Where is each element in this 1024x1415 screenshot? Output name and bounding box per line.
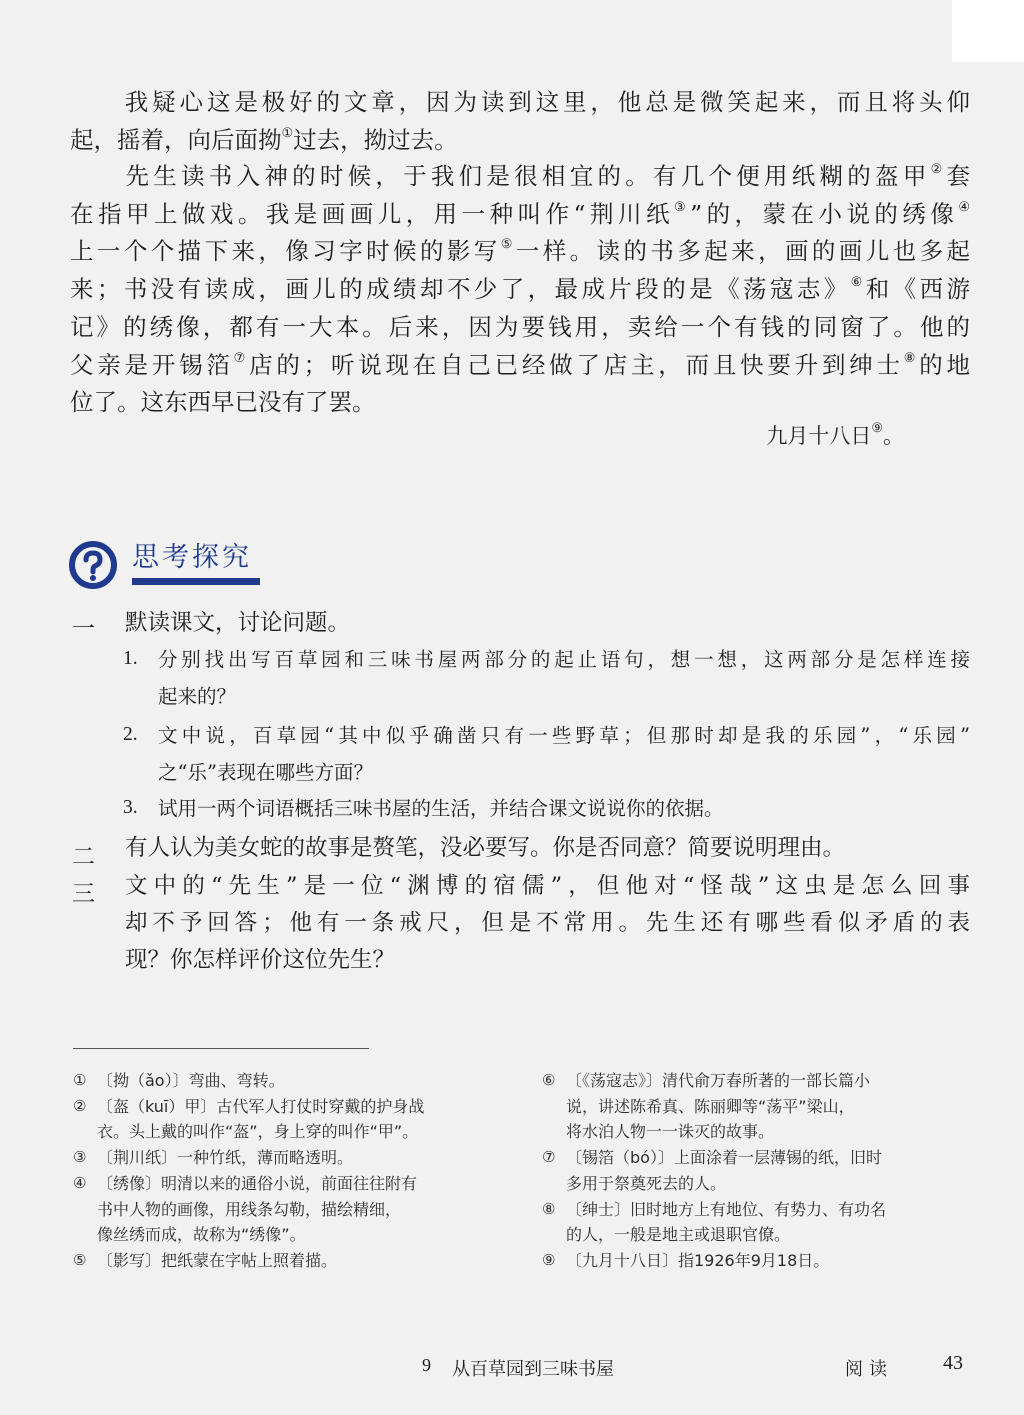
footnote-ref[interactable]: ⑨ bbox=[871, 421, 883, 436]
sub-question-text bbox=[158, 790, 970, 827]
footnote-marker: ⑥ bbox=[542, 1071, 556, 1089]
footnote-ref[interactable]: ⑤ bbox=[500, 237, 516, 253]
text-line: 先生读书入神的时候，于我们是很相宜的。有几个便用纸糊的盔甲②套 bbox=[70, 162, 971, 190]
exercise-text: 默读课文，讨论问题。 bbox=[125, 610, 351, 636]
exercise-number: 三 bbox=[72, 881, 95, 907]
exercise-number: 二 bbox=[72, 844, 95, 870]
footnote-item bbox=[73, 1145, 513, 1171]
section-underline bbox=[132, 578, 260, 585]
footnote-line: 书中人物的画像，用线条勾勒，描绘精细， bbox=[97, 1199, 402, 1219]
sub-question-number: 2. bbox=[123, 724, 138, 745]
footnote-line: 的人，一般是地主或退职官僚。 bbox=[566, 1225, 791, 1245]
footnote-item bbox=[542, 1248, 982, 1274]
text-line: 上一个个描下来，像习字时候的影写⑤一样。读的书多起来，画的画儿也多起 bbox=[70, 237, 971, 266]
footnote-marker: ⑦ bbox=[542, 1148, 556, 1167]
footnote-marker: ⑨ bbox=[542, 1250, 556, 1269]
footnote-line: 〔拗（ǎo）〕弯曲、弯转。 bbox=[97, 1071, 285, 1090]
body-paragraph-1 bbox=[70, 84, 970, 159]
footnote-item bbox=[542, 1068, 982, 1145]
footnote-item bbox=[73, 1248, 513, 1274]
question-circle-icon bbox=[68, 540, 118, 590]
footnote-line: 〔影写〕把纸蒙在字帖上照着描。 bbox=[97, 1250, 338, 1270]
footer-lesson-number: 9 bbox=[422, 1355, 431, 1375]
footnote-item bbox=[73, 1068, 513, 1094]
footnotes-left bbox=[73, 1068, 513, 1274]
text-line: 文中说，百草园“其中似乎确凿只有一些野草；但那时却是我的乐园”，“乐园” bbox=[158, 724, 970, 747]
body-paragraph-2 bbox=[70, 158, 970, 422]
footnote-item bbox=[73, 1094, 513, 1145]
footnote-line: 〔绅士〕旧时地方上有地位、有势力、有功名 bbox=[566, 1199, 887, 1219]
footnote-line: 〔荆川纸〕一种竹纸，薄而略透明。 bbox=[97, 1148, 354, 1168]
footnote-line: 〔绣像〕明清以来的通俗小说，前面往往附有 bbox=[97, 1173, 418, 1193]
text-line: 试用一两个词语概括三味书屋的生活，并结合课文说说你的依据。 bbox=[158, 797, 724, 820]
footnote-ref[interactable]: ④ bbox=[958, 199, 971, 215]
footnote-line: 像丝绣而成，故称为“绣像”。 bbox=[97, 1225, 306, 1245]
footnote-ref[interactable]: ⑥ bbox=[850, 275, 866, 291]
footnote-line: 〔盔（kuī）甲〕古代军人打仗时穿戴的护身战 bbox=[97, 1096, 425, 1116]
text-line: 位了。这东西早已没有了罢。 bbox=[70, 388, 376, 417]
exercise-text bbox=[125, 868, 970, 979]
corner-blank bbox=[952, 0, 1024, 62]
date-line bbox=[766, 420, 904, 450]
footnote-ref[interactable]: ② bbox=[930, 162, 947, 177]
sub-question-text bbox=[158, 717, 970, 791]
exercise-text bbox=[125, 830, 970, 867]
text-line: 却不予回答；他有一条戒尺，但是不常用。先生还有哪些看似矛盾的表 bbox=[125, 910, 970, 936]
footnote-ref[interactable]: ① bbox=[281, 125, 294, 141]
text-line: 记》的绣像，都有一大本。后来，因为要钱用，卖给一个有钱的同窗了。他的 bbox=[70, 312, 970, 341]
date-text: 九月十八日⑨。 bbox=[766, 421, 904, 448]
footnote-marker: ③ bbox=[73, 1148, 87, 1167]
text-line: 有人认为美女蛇的故事是赘笔，没必要写。你是否同意？简要说明理由。 bbox=[125, 835, 846, 861]
text-line: 我疑心这是极好的文章，因为读到这里，他总是微笑起来，而且将头仰 bbox=[70, 88, 970, 116]
sub-question-text bbox=[158, 641, 970, 715]
text-line: 之“乐”表现在哪些方面？ bbox=[158, 761, 373, 784]
footnote-line: 将水泊人物一一诛灭的故事。 bbox=[566, 1122, 775, 1142]
footer-lesson-title: 从百草园到三味书屋 bbox=[452, 1359, 614, 1380]
footnote-line: 〔九月十八日〕指1926年9月18日。 bbox=[566, 1250, 830, 1270]
text-line: 现？你怎样评价这位先生？ bbox=[125, 947, 396, 973]
footnote-item bbox=[542, 1145, 982, 1196]
text-line: 文中的“先生”是一位“渊博的宿儒”，但他对“怪哉”这虫是怎么回事 bbox=[125, 873, 970, 899]
page-number: 43 bbox=[943, 1352, 963, 1374]
footnote-item bbox=[73, 1171, 513, 1248]
footnotes-right bbox=[542, 1068, 982, 1274]
footnote-line: 衣。头上戴的叫作“盔”，身上穿的叫作“甲”。 bbox=[97, 1122, 419, 1142]
footnote-line: 〔锡箔（bó）〕上面涂着一层薄锡的纸，旧时 bbox=[566, 1148, 882, 1168]
text-line: 在指甲上做戏。我是画画儿，用一种叫作“荆川纸③”的，蒙在小说的绣像④ bbox=[70, 199, 971, 228]
footnote-ref[interactable]: ⑦ bbox=[233, 350, 250, 366]
footnote-marker: ④ bbox=[73, 1173, 87, 1192]
footnote-rule bbox=[73, 1048, 369, 1049]
footnote-marker: ① bbox=[73, 1071, 87, 1089]
footnote-item bbox=[542, 1197, 982, 1248]
footnote-line: 多用于祭奠死去的人。 bbox=[566, 1173, 727, 1193]
text-line: 来；书没有读成，画儿的成绩却不少了，最成片段的是《荡寇志》⑥和《西游 bbox=[70, 275, 971, 304]
exercise-number: 一 bbox=[72, 616, 95, 642]
text-line: 起，摇着，向后面拗①过去，拗过去。 bbox=[70, 125, 458, 154]
text-line: 分别找出写百草园和三味书屋两部分的起止语句，想一想，这两部分是怎样连接 bbox=[158, 648, 970, 671]
footnote-ref[interactable]: ⑧ bbox=[903, 350, 920, 366]
footer-section: 阅读 bbox=[845, 1359, 893, 1380]
footnote-marker: ⑤ bbox=[73, 1250, 87, 1269]
text-line: 起来的？ bbox=[158, 685, 237, 708]
footnote-marker: ⑧ bbox=[542, 1199, 556, 1218]
sub-question-number: 3. bbox=[123, 797, 138, 818]
text-line: 父亲是开锡箔⑦店的；听说现在自己已经做了店主，而且快要升到绅士⑧的地 bbox=[70, 350, 971, 379]
footnote-marker: ② bbox=[73, 1096, 87, 1115]
sub-question-number: 1. bbox=[123, 648, 138, 669]
footnote-line: 〔《荡寇志》〕清代俞万春所著的一部长篇小 bbox=[566, 1071, 871, 1090]
footnote-line: 说，讲述陈希真、陈丽卿等“荡平”梁山， bbox=[566, 1096, 855, 1116]
footnote-ref[interactable]: ③ bbox=[673, 199, 691, 215]
section-title: 思考探究 bbox=[132, 542, 252, 573]
